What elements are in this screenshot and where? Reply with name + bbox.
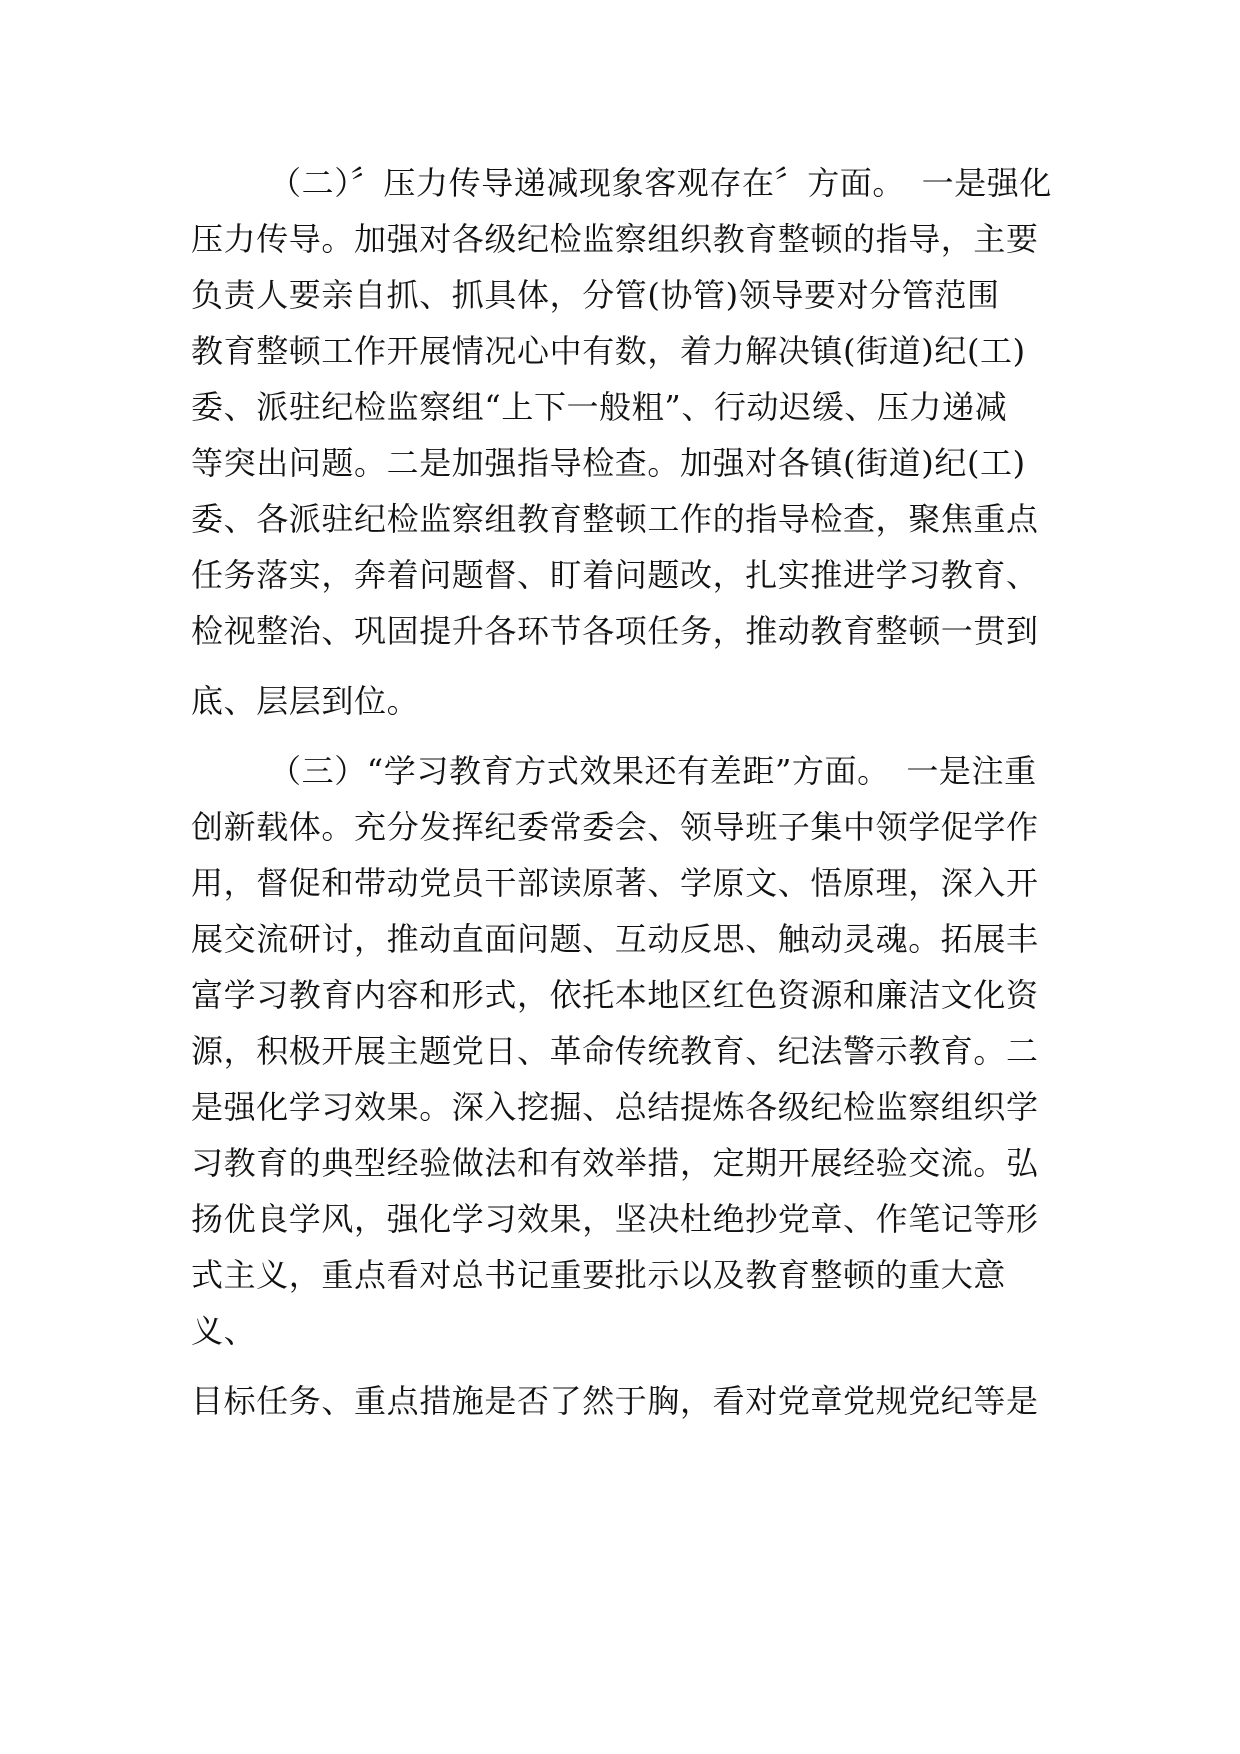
paragraph-four [191,1373,1061,1429]
text-line: 用，督促和带动党员干部读原著、学原文、悟原理，深入开 [191,864,1039,902]
text-line: 压力传导。加强对各级纪检监察组织教育整顿的指导，主要 [191,220,1039,258]
text-line: 教育整顿工作开展情况心中有数，着力解决镇(街道)纪(工) [191,332,1026,370]
text-line: 目标任务、重点措施是否了然于胸，看对党章党规党纪等是 [191,1382,1039,1420]
text-line: 委、派驻纪检监察组“上下一般粗”、行动迟缓、压力递减 [191,388,1008,426]
line-gap [191,659,1061,673]
text-line: （二）〞压力传导递减现象客观存在〞方面。 一是强化 [269,164,1053,202]
text-line: 等突出问题。二是加强指导检查。加强对各镇(街道)纪(工) [191,444,1026,482]
text-line: 负责人要亲自抓、抓具体，分管(协管)领导要对分管范围 [191,276,1000,314]
text-line: 是强化学习效果。深入挖掘、总结提炼各级纪检监察组织学 [191,1088,1039,1126]
paragraph-gap [191,1359,1061,1373]
text-line: 习教育的典型经验做法和有效举措，定期开展经验交流。弘 [191,1144,1039,1182]
text-line: 创新载体。充分发挥纪委常委会、领导班子集中领学促学作 [191,808,1039,846]
text-line: 义、 [191,1312,257,1350]
text-line: 富学习教育内容和形式，依托本地区红色资源和廉洁文化资 [191,976,1039,1014]
text-line: 展交流研讨，推动直面问题、互动反思、触动灵魂。拓展丰 [191,920,1039,958]
paragraph-three [191,743,1061,1359]
text-line: 底、层层到位。 [191,682,420,720]
text-line: （三）“学习教育方式效果还有差距”方面。 一是注重 [269,752,1037,790]
text-line: 任务落实，奔着问题督、盯着问题改，扎实推进学习教育、 [191,556,1039,594]
paragraph-gap [191,729,1061,743]
text-line: 委、各派驻纪检监察组教育整顿工作的指导检查，聚焦重点 [191,500,1039,538]
paragraph-two [191,155,1061,729]
text-line: 式主义，重点看对总书记重要批示以及教育整顿的重大意 [191,1256,1007,1294]
document-body [191,155,1061,1429]
text-line: 检视整治、巩固提升各环节各项任务，推动教育整顿一贯到 [191,612,1039,650]
text-line: 扬优良学风，强化学习效果，坚决杜绝抄党章、作笔记等形 [191,1200,1039,1238]
text-line: 源，积极开展主题党日、革命传统教育、纪法警示教育。二 [191,1032,1039,1070]
